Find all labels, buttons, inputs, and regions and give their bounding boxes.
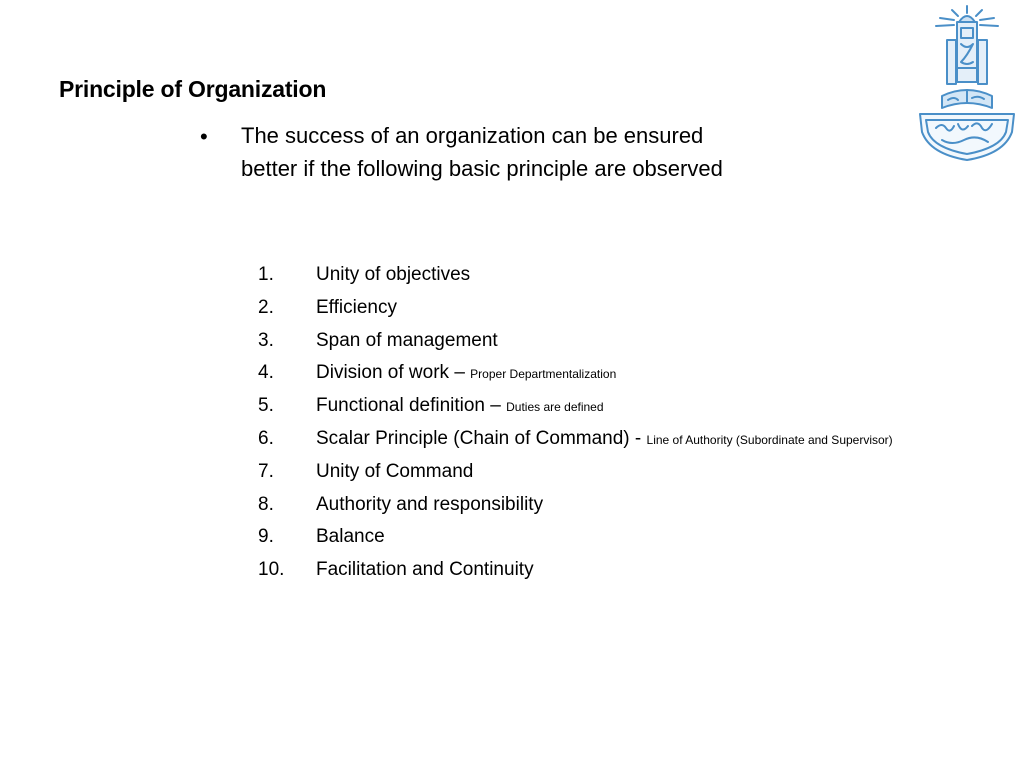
list-item-text: Efficiency [316, 296, 397, 318]
list-item-note: Line of Authority (Subordinate and Supervisor) [646, 432, 893, 447]
bullet-dot-icon: • [200, 124, 208, 149]
list-item-number: 4. [258, 362, 274, 384]
list-item-text: Balance [316, 526, 385, 548]
list-item-text: Functional definition – [316, 395, 507, 417]
list-item [258, 357, 893, 390]
list-item-text: Unity of Command [316, 460, 474, 482]
list-item-note: Duties are defined [506, 400, 604, 415]
list-item [258, 554, 893, 587]
list-item-text: Facilitation and Continuity [316, 559, 534, 581]
list-item-number: 8. [258, 493, 274, 515]
list-item-text: Authority and responsibility [316, 493, 544, 515]
slide-title: Principle of Organization [59, 76, 327, 102]
list-item [258, 390, 893, 423]
list-item-number: 7. [258, 460, 274, 482]
list-item [258, 325, 893, 358]
list-item-number: 1. [258, 264, 274, 285]
bullet-point [200, 119, 780, 185]
list-item [258, 423, 893, 456]
list-item-number: 5. [258, 395, 274, 417]
list-item [258, 259, 893, 292]
list-item-number: 6. [258, 427, 274, 449]
list-item-number: 3. [258, 329, 274, 351]
principle-list [258, 259, 893, 587]
list-item-number: 10. [258, 559, 285, 581]
university-logo-icon [912, 4, 1022, 164]
list-item [258, 489, 893, 522]
list-item-text: Division of work – [316, 362, 471, 384]
list-item [258, 292, 893, 325]
list-item [258, 456, 893, 489]
list-item-note: Proper Departmentalization [470, 367, 617, 382]
list-item-text: Span of management [316, 329, 498, 351]
bullet-text: The success of an organization can be ensured better if the following basic principle are observed [241, 123, 723, 181]
list-item-number: 2. [258, 296, 274, 318]
list-item [258, 521, 893, 554]
list-item-number: 9. [258, 526, 274, 548]
list-item-text: Unity of objectives [316, 264, 471, 285]
list-item-text: Scalar Principle (Chain of Command) - [316, 427, 647, 449]
